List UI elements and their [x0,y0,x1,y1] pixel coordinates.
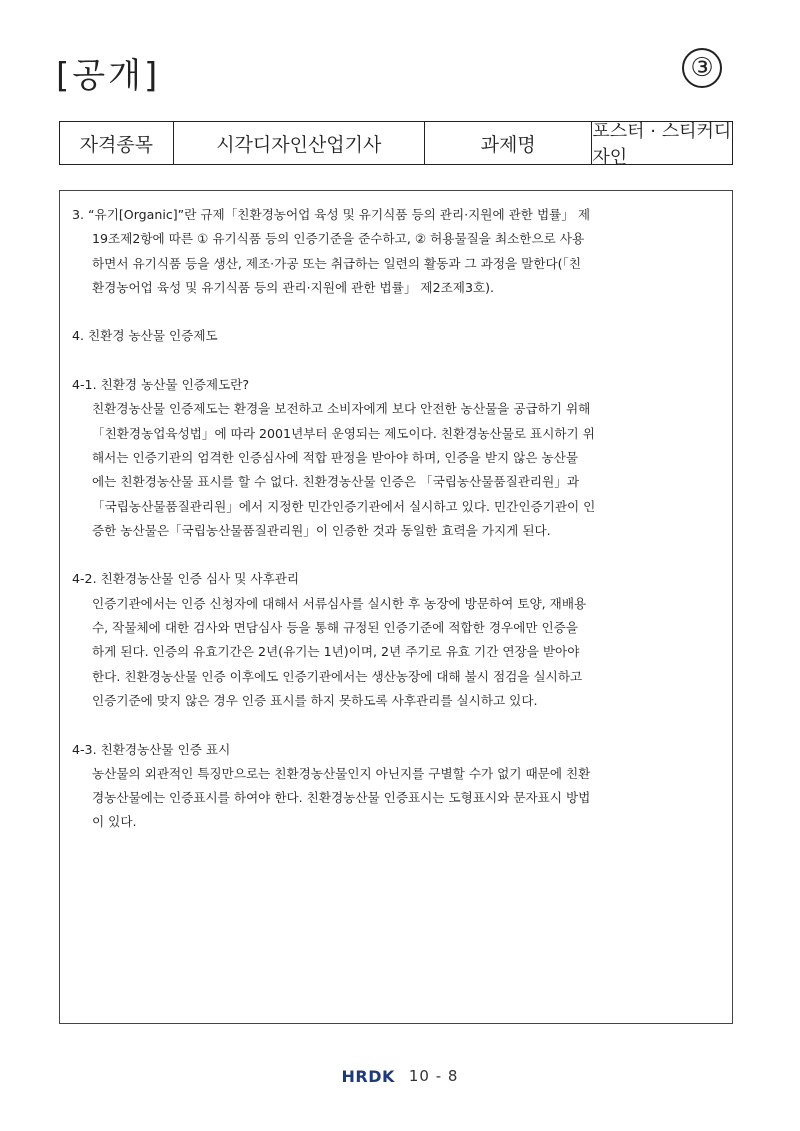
text-line: 경농산물에는 인증표시를 하여야 한다. 친환경농산물 인증표시는 도형표시와 문자표시 방법 [92,790,591,806]
text-line: 친환경농산물 인증제도는 환경을 보전하고 소비자에게 보다 안전한 농산물을 공급하기 위해 [92,401,591,417]
text-line: 「친환경농업육성법」에 따라 2001년부터 운영되는 제도이다. 친환경농산물로 표시하기 위 [92,425,595,441]
paragraph-4-1 [72,397,718,543]
text-line: 하게 된다. 인증의 유효기간은 2년(유기는 1년)이며, 2년 주기로 유효 기간 연장을 받아야 [92,644,580,660]
text-line: 해서는 인증기관의 엄격한 인증심사에 적합 판정을 받아야 하며, 인증을 받지 않은 농산물 [92,449,578,465]
text-line: 에는 친환경농산물 표시를 할 수 없다. 친환경농산물 인증은 「국립농산물품질관리원」과 [92,474,580,490]
task-label: 과제명 [425,122,593,164]
disclosure-label: [공개] [56,56,161,96]
section-heading-4: 4. 친환경 농산물 인증제도 [72,328,218,344]
text-line: 「국립농산물품질관리원」에서 지정한 민간인증기관에서 실시하고 있다. 민간인증기관이 인 [92,498,596,514]
text-line: 한다. 친환경농산물 인증 이후에도 인증기관에서는 생산농장에 대해 불시 점검을 실시하고 [92,668,583,684]
section-number: ③ [690,53,714,83]
page-footer [0,1064,800,1088]
subsection-heading-4-2: 4-2. 친환경농산물 인증 심사 및 사후관리 [72,571,300,587]
text-line: 수, 작물체에 대한 검사와 면담심사 등을 통해 규정된 인증기준에 적합한 경우에만 인증을 [92,620,578,636]
text-line: 농산물의 외관적인 특징만으로는 친환경농산물인지 아닌지를 구별할 수가 없기 때문에 친환 [92,765,591,781]
section-number-badge [682,48,722,88]
page-number: 10 - 8 [408,1067,459,1085]
text-line: 하면서 유기식품 등을 생산, 제조·가공 또는 취급하는 일련의 활동과 그 과정을 말한다(「친 [92,255,582,271]
subsection-heading-4-3: 4-3. 친환경농산물 인증 표시 [72,741,231,757]
text-line: 환경농어업 육성 및 유기식품 등의 관리·지원에 관한 법률」 제2조제3호). [92,279,495,295]
paragraph-organic-definition [72,203,718,300]
text-line: 3. “유기[Organic]”란 규제「친환경농어업 육성 및 유기식품 등의 관리·지원에 관한 법률」 제 [72,207,591,222]
hrdk-logo [342,1067,395,1086]
content-box [59,190,733,1024]
qualification-value: 시각디자인산업기사 [174,122,425,164]
text-line: 인증기관에서는 인증 신청자에 대해서 서류심사를 실시한 후 농장에 방문하여 토양, 재배용 [92,595,587,611]
text-line: 이 있다. [92,814,137,830]
text-line: 인증기준에 맞지 않은 경우 인증 표시를 하지 못하도록 사후관리를 실시하고 있다. [92,692,538,708]
paragraph-4-3 [72,762,718,835]
exam-info-table [59,121,733,168]
paragraph-4-2 [72,592,718,713]
qualification-label: 자격종목 [60,122,174,164]
logo-text: HRDK [341,1066,395,1086]
task-value: 포스터 · 스티커디자인 [592,121,732,168]
text-line: 19조제2항에 따른 ① 유기식품 등의 인증기준을 준수하고, ② 허용물질을 최소한으로 사용 [92,231,585,247]
text-line: 증한 농산물은「국립농산물품질관리원」이 인증한 것과 동일한 효력을 가지게 된다. [92,522,551,538]
subsection-heading-4-1: 4-1. 친환경 농산물 인증제도란? [72,377,250,393]
